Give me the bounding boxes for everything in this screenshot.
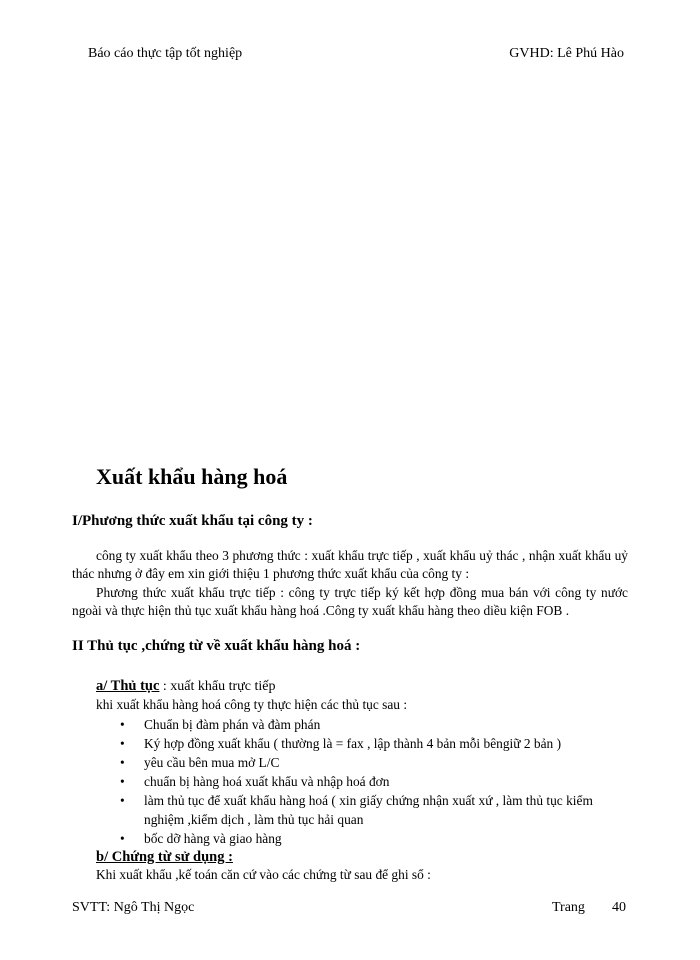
subsection-b-heading bbox=[96, 849, 233, 866]
subsection-a-text: : xuất khẩu trực tiếp bbox=[159, 679, 276, 694]
footer-student: SVTT: Ngô Thị Ngọc bbox=[72, 900, 195, 915]
list-item: • bốc dỡ hàng và giao hàng bbox=[120, 831, 282, 846]
procedure-list bbox=[120, 715, 632, 848]
bullet-icon: • bbox=[120, 793, 125, 808]
list-item: • làm thủ tục để xuất khẩu hàng hoá ( xin giấy chứng nhận xuất xứ , làm thủ tục kiểm nghiệm ,kiểm dịch , làm thủ tục hải quan bbox=[120, 793, 593, 827]
subsection-a-lead: khi xuất khẩu hàng hoá công ty thực hiện các thủ tục sau : bbox=[96, 697, 408, 712]
bullet-icon: • bbox=[120, 774, 125, 789]
bullet-icon: • bbox=[120, 831, 125, 846]
subsection-a-label: a/ Thủ tục bbox=[96, 678, 160, 694]
subsection-a-heading bbox=[96, 678, 275, 695]
list-item: • yêu cầu bên mua mở L/C bbox=[120, 755, 280, 770]
section-1-heading: I/Phương thức xuất khẩu tại công ty : bbox=[72, 513, 313, 529]
subsection-b-label: b/ Chứng từ sử dụng : bbox=[96, 849, 233, 865]
bullet-icon: • bbox=[120, 755, 125, 770]
subsection-b-lead: Khi xuất khẩu ,kế toán căn cứ vào các chứng từ sau để ghi sổ : bbox=[96, 867, 431, 882]
section-1-paragraph-1: công ty xuất khẩu theo 3 phương thức : xuất khẩu trực tiếp , xuất khẩu uỷ thác , nhận xuất khẩu uỷ thác nhưng ở đây em xin giới thiệu 1 phương thức xuất khẩu của công ty : bbox=[72, 548, 628, 581]
header-supervisor: GVHD: Lê Phú Hào bbox=[509, 46, 624, 61]
section-1-paragraph-2: Phương thức xuất khẩu trực tiếp : công ty trực tiếp ký kết hợp đồng mua bán với công ty nước ngoài và thực hiện thủ tục xuất khẩu hàng hoá .Công ty xuất khẩu hàng theo diều kiện FOB . bbox=[72, 585, 628, 618]
document-title: Xuất khẩu hàng hoá bbox=[96, 464, 288, 489]
bullet-icon: • bbox=[120, 736, 125, 751]
footer-page-number: 40 bbox=[612, 900, 626, 915]
footer-page-label: Trang bbox=[552, 900, 585, 915]
bullet-icon: • bbox=[120, 717, 125, 732]
list-item: • Chuẩn bị đàm phán và đàm phán bbox=[120, 717, 321, 732]
header-report-title: Báo cáo thực tập tốt nghiệp bbox=[88, 46, 243, 61]
section-2-heading: II Thủ tục ,chứng từ về xuất khẩu hàng hoá : bbox=[72, 638, 361, 654]
list-item: • chuẩn bị hàng hoá xuất khẩu và nhập hoá đơn bbox=[120, 774, 390, 789]
list-item: • Ký hợp đồng xuất khẩu ( thường là = fax , lập thành 4 bản mỗi bêngiữ 2 bản ) bbox=[120, 736, 562, 751]
